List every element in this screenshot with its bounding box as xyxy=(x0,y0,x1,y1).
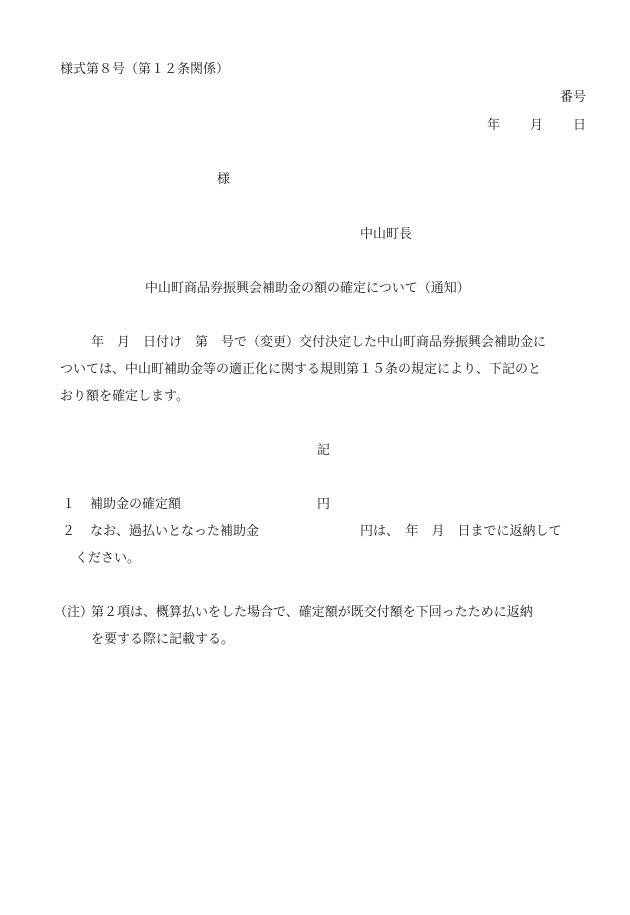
document-number-label: 番号 xyxy=(560,90,587,105)
sender-name: 中山町長 xyxy=(360,227,413,242)
note-line-1: 第２項は、概算払いをした場合で、確定額が既交付額を下回ったために返納 xyxy=(91,605,533,620)
note-line-2: を要する際に記載する。 xyxy=(91,632,235,647)
document-title: 中山町商品券振興会補助金の額の確定について（通知） xyxy=(145,281,470,296)
item-number: ２ xyxy=(62,524,76,539)
item-continuation: ください。 xyxy=(75,551,141,566)
ki-heading: 記 xyxy=(317,443,331,458)
date-year-label: 年 xyxy=(487,118,501,133)
item-number: １ xyxy=(62,497,76,512)
addressee-honorific: 様 xyxy=(217,172,231,187)
item-unit: 円 xyxy=(317,497,331,512)
item-label: 補助金の確定額 xyxy=(90,497,182,512)
body-line-3: おり額を確定します。 xyxy=(60,389,189,404)
body-line-2: ついては、中山町補助金等の適正化に関する規則第１５条の規定により、下記のと xyxy=(60,362,542,377)
date-month-label: 月 xyxy=(530,118,544,133)
date-day-label: 日 xyxy=(573,118,587,133)
item-unit-text: 円は、 年 月 日までに返納して xyxy=(360,524,562,539)
note-prefix: （注） xyxy=(54,605,94,620)
item-label: なお、過払いとなった補助金 xyxy=(90,524,260,539)
body-line-1: 年 月 日付け 第 号で（変更）交付決定した中山町商品券振興会補助金に xyxy=(91,335,547,350)
form-label: 様式第８号（第１２条関係） xyxy=(60,62,230,77)
